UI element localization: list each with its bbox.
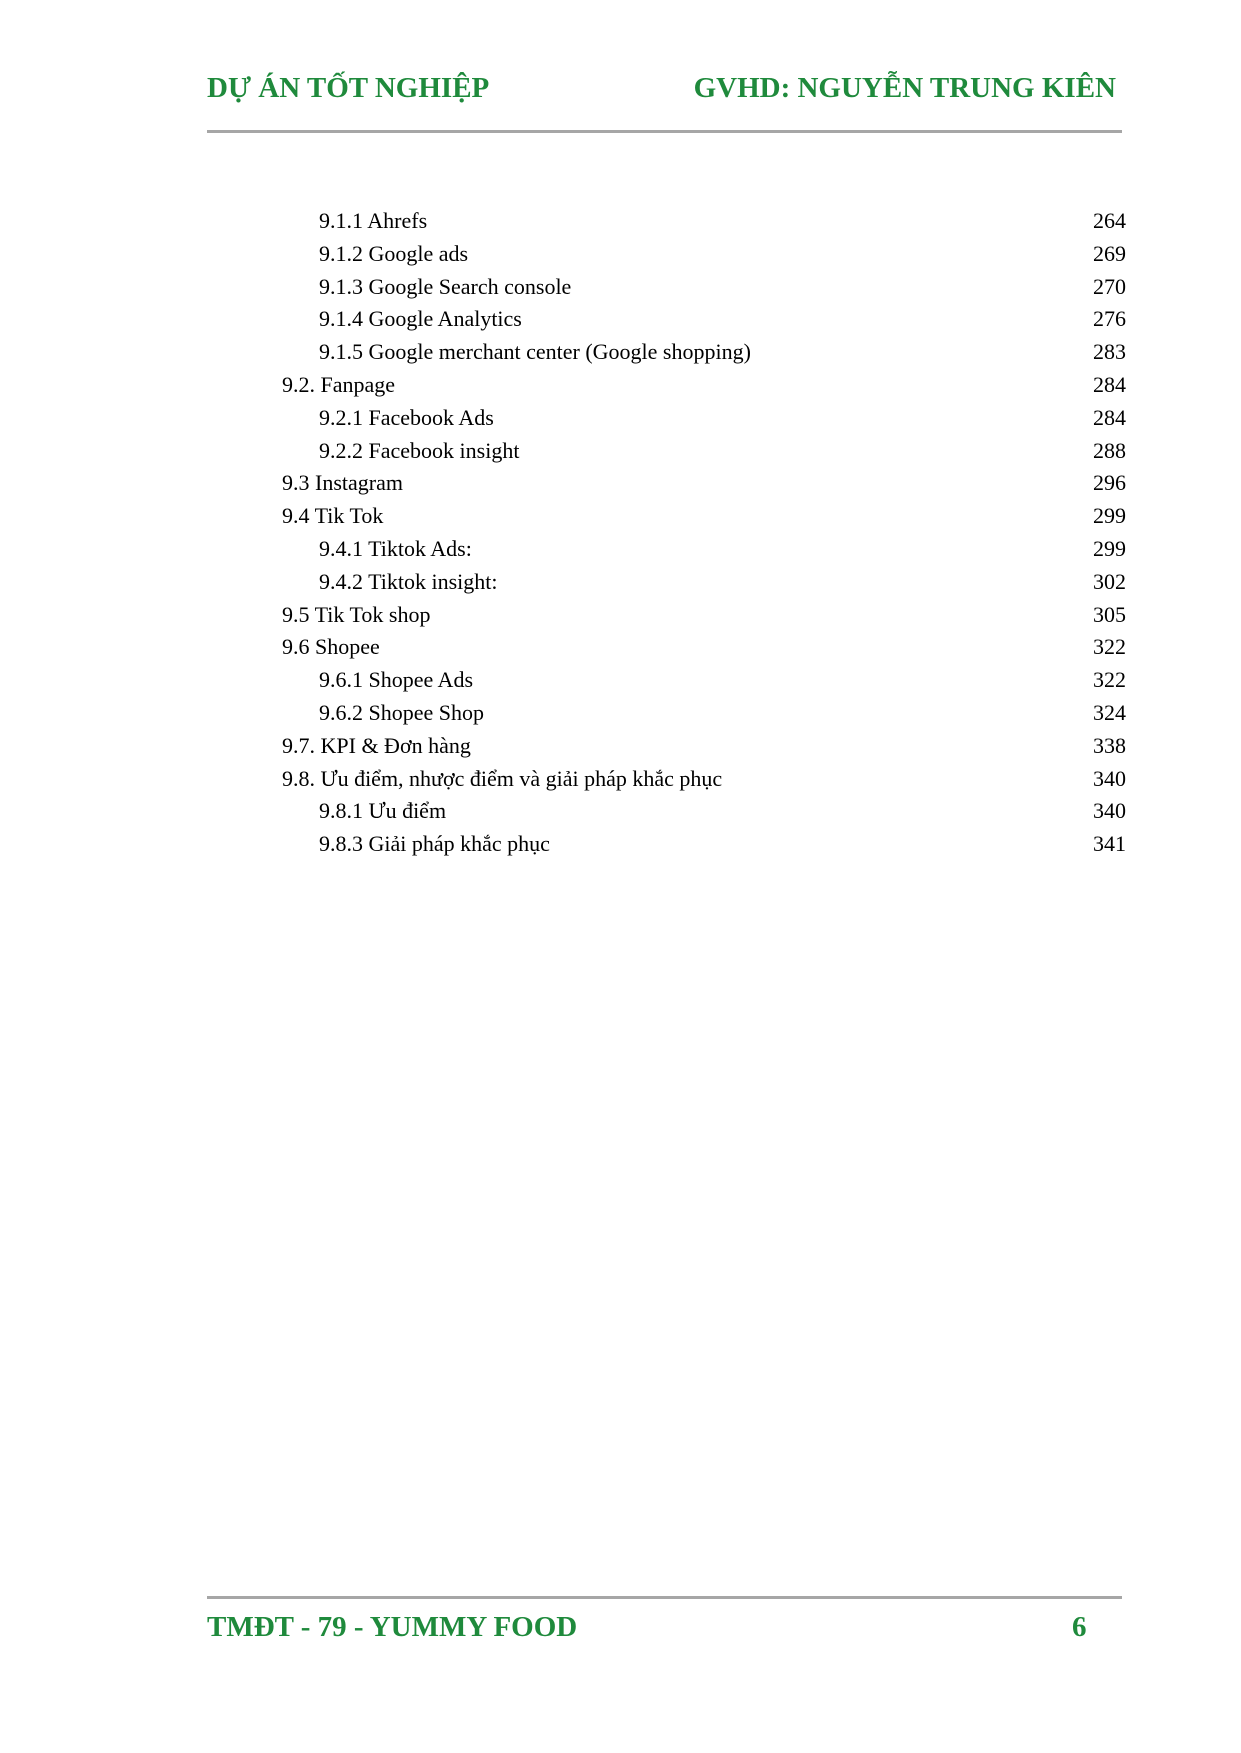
table-of-contents [282,205,1126,861]
toc-entry-page: 276 [1093,306,1126,332]
toc-entry[interactable] [282,402,1126,435]
toc-entry[interactable] [282,631,1126,664]
toc-entry-page: 338 [1093,732,1126,758]
footer-project-name: TMĐT - 79 - YUMMY FOOD [207,1611,578,1643]
footer-divider [207,1596,1122,1599]
toc-entry-title: 9.3 Instagram [282,470,403,496]
toc-entry-page: 340 [1093,798,1126,824]
toc-entry-title: 9.2.2 Facebook insight [319,437,520,463]
toc-entry-page: 340 [1093,765,1126,791]
toc-entry[interactable] [282,369,1126,402]
toc-entry-page: 322 [1093,667,1126,693]
header-project-title: DỰ ÁN TỐT NGHIỆP [207,72,490,104]
toc-entry-page: 264 [1093,208,1126,233]
footer-page-number: 6 [1072,1611,1087,1643]
toc-entry[interactable] [282,533,1126,566]
toc-entry[interactable] [282,566,1126,599]
toc-entry-title: 9.4 Tik Tok [282,503,384,529]
toc-entry[interactable] [282,205,1126,238]
toc-entry-title: 9.1.1 Ahrefs [319,208,428,233]
toc-entry[interactable] [282,697,1126,730]
toc-entry-title: 9.4.1 Tiktok Ads: [319,535,472,561]
toc-entry-title: 9.6.2 Shopee Shop [319,699,484,725]
toc-entry-title: 9.2. Fanpage [282,371,396,397]
toc-entry-title: 9.6.1 Shopee Ads [319,667,473,693]
toc-entry[interactable] [282,238,1126,271]
toc-entry-title: 9.1.3 Google Search console [319,273,572,299]
toc-entry-title: 9.7. KPI & Đơn hàng [282,732,471,758]
toc-entry[interactable] [282,271,1126,304]
toc-entry[interactable] [282,500,1126,533]
toc-entry-page: 270 [1093,273,1126,299]
toc-entry-title: 9.1.5 Google merchant center (Google shopping) [319,339,751,365]
toc-entry-page: 296 [1093,470,1126,496]
toc-entry-page: 299 [1093,503,1126,529]
toc-entry-page: 284 [1093,404,1126,430]
toc-entry-page: 283 [1093,339,1126,365]
toc-entry[interactable] [282,828,1126,861]
toc-entry[interactable] [282,336,1126,369]
toc-entry-page: 322 [1093,634,1126,660]
toc-entry[interactable] [282,795,1126,828]
toc-entry[interactable] [282,467,1126,500]
page-header [207,72,1122,112]
toc-entry[interactable] [282,599,1126,632]
toc-entry-title: 9.1.4 Google Analytics [319,306,522,332]
toc-entry[interactable] [282,730,1126,763]
toc-entry-title: 9.6 Shopee [282,634,380,660]
toc-entry-page: 269 [1093,240,1126,266]
toc-entry-page: 284 [1093,371,1126,397]
toc-entry-title: 9.4.2 Tiktok insight: [319,568,498,594]
toc-entry-page: 299 [1093,535,1126,561]
toc-entry-page: 324 [1093,699,1126,725]
toc-entry-title: 9.8.3 Giải pháp khắc phục [319,831,550,857]
toc-entry-page: 302 [1093,568,1126,594]
toc-entry[interactable] [282,303,1126,336]
toc-entry-page: 288 [1093,437,1126,463]
toc-entry-title: 9.8.1 Ưu điểm [319,798,447,824]
toc-entry-title: 9.2.1 Facebook Ads [319,404,494,430]
header-divider [207,130,1122,133]
toc-entry-title: 9.8. Ưu điểm, nhược điểm và giải pháp khắc phục [282,765,723,791]
toc-entry[interactable] [282,763,1126,796]
toc-entry[interactable] [282,435,1126,468]
header-advisor: GVHD: NGUYỄN TRUNG KIÊN [693,72,1116,104]
toc-entry-page: 341 [1093,831,1126,857]
toc-entry[interactable] [282,664,1126,697]
toc-entry-title: 9.5 Tik Tok shop [282,601,431,627]
toc-entry-page: 305 [1093,601,1126,627]
toc-entry-title: 9.1.2 Google ads [319,240,469,266]
